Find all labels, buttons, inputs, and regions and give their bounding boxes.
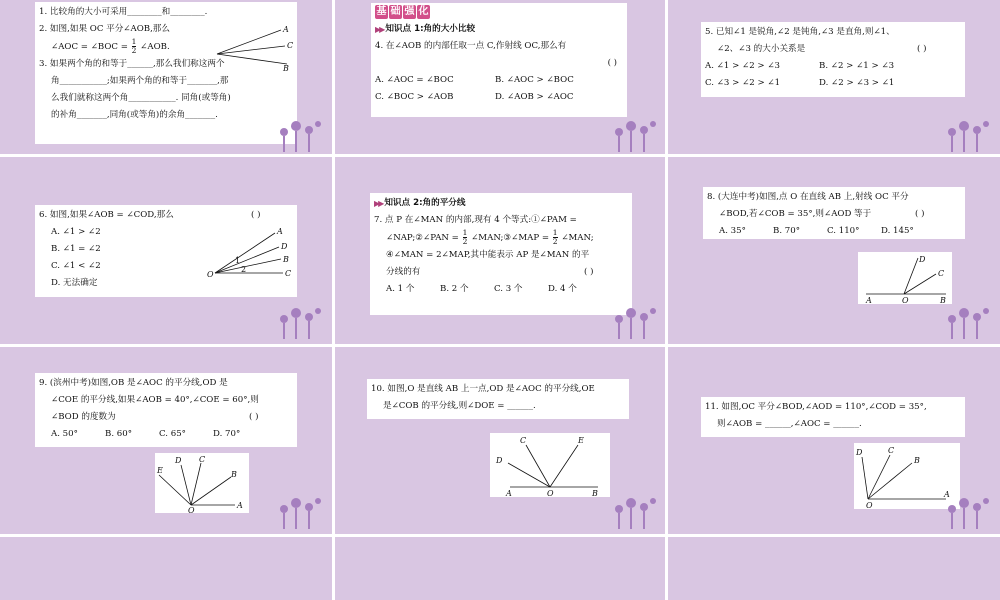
q8-option-b: B. 70° — [773, 226, 801, 236]
q5-option-d: D. ∠2 > ∠3 > ∠1 — [819, 78, 895, 88]
q7-options — [374, 281, 628, 298]
question-4-line-1: 4. 在∠AOB 的内部任取一点 C,作射线 OC,那么有 — [375, 41, 567, 51]
panel-7 — [0, 347, 332, 534]
q8-option-c: C. 110° — [827, 226, 860, 236]
card-q5 — [701, 22, 965, 97]
q6-option-d: D. 无法确定 — [51, 278, 98, 288]
label-d: D — [175, 456, 182, 465]
question-8-line-2 — [707, 206, 961, 223]
q5-options-row-2 — [705, 75, 961, 92]
panel-8 — [335, 347, 665, 534]
q4-option-c: C. ∠BOC > ∠AOB — [375, 92, 454, 102]
q5-answer-bracket: ( ) — [917, 44, 927, 54]
flower-decoration-icon — [611, 495, 661, 529]
label-o: O — [207, 270, 214, 279]
question-3-line-4: 的补角_______,同角(或等角)的余角_______. — [51, 110, 218, 120]
label-e: E — [578, 436, 584, 445]
panel-empty-1 — [0, 537, 332, 600]
card-q10 — [367, 379, 629, 419]
question-5-line-1: 5. 已知∠1 是锐角,∠2 是钝角,∠3 是直角,则∠1、 — [705, 27, 895, 37]
label-c: C — [285, 269, 292, 278]
question-10-line-1: 10. 如图,O 是直线 AB 上一点,OD 是∠AOC 的平分线,OE — [371, 384, 595, 394]
label-o: O — [866, 501, 873, 509]
banner-char-2: 础 — [390, 6, 401, 17]
panel-5 — [335, 157, 665, 344]
label-b: B — [914, 456, 920, 465]
figure-angle-aob — [215, 24, 295, 72]
q2-frac-num: 1 — [131, 37, 137, 46]
figure-four-rays — [207, 223, 295, 285]
q4-options-row-1 — [375, 72, 623, 89]
knowledge-point-1 — [375, 21, 623, 38]
label-a: A — [277, 227, 283, 236]
q8-text: ∠BOD,若∠COB = 35°,则∠AOD 等于 — [719, 209, 872, 219]
card-q1-3 — [35, 2, 297, 144]
label-angle-1: 1 — [235, 256, 241, 265]
label-d: D — [919, 255, 926, 264]
panel-6 — [668, 157, 1000, 344]
q7-frac1-den: 2 — [462, 237, 468, 246]
question-9-line-2: ∠COE 的平分线,如果∠AOB = 40°,∠COE = 60°,则 — [51, 395, 259, 405]
q9-option-a: A. 50° — [51, 429, 78, 439]
flower-decoration-icon — [276, 305, 326, 339]
label-e: E — [157, 466, 163, 475]
label-d: D — [496, 456, 503, 465]
flower-decoration-icon — [944, 118, 994, 152]
label-o: O — [188, 506, 195, 513]
q7-frac1-num: 1 — [462, 228, 468, 237]
q8-answer-bracket: ( ) — [915, 209, 925, 219]
q7-fraction-1 — [463, 229, 468, 246]
kp1-label: 知识点 1:角的大小比较 — [385, 24, 476, 34]
section-banner — [375, 5, 623, 19]
banner-char-3: 强 — [404, 6, 415, 17]
q6-option-b: B. ∠1 = ∠2 — [51, 244, 101, 254]
label-b: B — [940, 296, 946, 304]
q9-options — [39, 426, 293, 443]
question-11-line-1: 11. 如图,OC 平分∠BOD,∠AOD = 110°,∠COD = 35°, — [705, 402, 927, 412]
q5-option-b: B. ∠2 > ∠1 > ∠3 — [819, 61, 895, 71]
q2-fraction — [132, 38, 137, 55]
q6-answer-bracket: ( ) — [251, 210, 261, 220]
question-2-line-1: 2. 如图,如果 OC 平分∠AOB,那么 — [39, 24, 170, 34]
label-a: A — [283, 25, 289, 34]
figure-five-rays — [155, 453, 249, 513]
label-c: C — [938, 269, 945, 278]
q6-option-a: A. ∠1 > ∠2 — [51, 227, 101, 237]
label-c: C — [199, 455, 206, 464]
q6-text: 6. 如图,如果∠AOB = ∠COD,那么 — [39, 210, 174, 220]
question-6-line-1 — [39, 207, 293, 224]
banner-char-1: 基 — [376, 6, 387, 17]
flower-decoration-icon — [944, 305, 994, 339]
banner-char-4: 化 — [418, 6, 429, 17]
question-1: 1. 比较角的大小可采用________和________. — [39, 7, 208, 17]
q2-eq-pre: ∠AOC = ∠BOC = — [51, 42, 128, 52]
question-3-line-2: 角___________;如果两个角的和等于_______,那 — [51, 76, 229, 86]
q9-option-d: D. 70° — [213, 429, 241, 439]
label-c: C — [888, 446, 895, 455]
label-a: A — [506, 489, 512, 497]
question-3-line-3: 么我们就称这两个角___________. 同角(或等角) — [51, 93, 231, 103]
question-9-line-3 — [39, 409, 293, 426]
q8-options — [707, 223, 961, 240]
q7-part-3: ∠MAN; — [561, 233, 594, 243]
question-7-line-3: ④∠MAN = 2∠MAP,其中能表示 AP 是∠MAN 的平 — [386, 250, 590, 260]
question-3-line-1: 3. 如果两个角的和等于______,那么我们称这两个 — [39, 59, 225, 69]
q7-option-d: D. 4 个 — [548, 284, 577, 294]
question-7-line-4 — [374, 264, 628, 281]
q7-option-c: C. 3 个 — [494, 284, 523, 294]
question-9-line-1: 9. (滨州中考)如图,OB 是∠AOC 的平分线,OD 是 — [39, 378, 228, 388]
q7-text: 分线的有 — [386, 267, 421, 277]
q4-option-d: D. ∠AOB > ∠AOC — [495, 92, 574, 102]
figure-bisectors-on-line — [490, 433, 610, 497]
panel-3 — [668, 0, 1000, 154]
panel-4 — [0, 157, 332, 344]
flower-decoration-icon — [944, 495, 994, 529]
label-d: D — [281, 242, 288, 251]
flower-decoration-icon — [611, 305, 661, 339]
knowledge-point-2 — [374, 195, 628, 212]
label-b: B — [231, 470, 237, 479]
q5-text: ∠2、∠3 的大小关系是 — [717, 44, 806, 54]
q6-option-c: C. ∠1 < ∠2 — [51, 261, 101, 271]
q9-answer-bracket: ( ) — [249, 412, 259, 422]
label-b: B — [283, 64, 289, 72]
label-a: A — [944, 490, 950, 499]
q5-option-a: A. ∠1 > ∠2 > ∠3 — [705, 61, 781, 71]
q9-option-b: B. 60° — [105, 429, 133, 439]
panel-9 — [668, 347, 1000, 534]
label-b: B — [283, 255, 289, 264]
double-arrow-icon: ▶▶ — [375, 25, 384, 34]
card-q6 — [35, 205, 297, 297]
question-7-line-2 — [374, 229, 628, 247]
card-q8 — [703, 187, 965, 239]
q2-frac-den: 2 — [131, 46, 137, 55]
kp2-label: 知识点 2:角的平分线 — [384, 198, 466, 208]
q9-option-c: C. 65° — [159, 429, 186, 439]
q4-option-b: B. ∠AOC > ∠BOC — [495, 75, 574, 85]
panel-empty-2 — [335, 537, 665, 600]
q4-options-row-2 — [375, 89, 623, 106]
label-d: D — [856, 448, 863, 457]
q7-frac2-den: 2 — [552, 237, 558, 246]
label-c: C — [520, 436, 527, 445]
q7-frac2-num: 1 — [552, 228, 558, 237]
panel-1 — [0, 0, 332, 154]
q5-option-c: C. ∠3 > ∠2 > ∠1 — [705, 78, 781, 88]
figure-straight-line-aob — [858, 252, 952, 304]
flower-decoration-icon — [611, 118, 661, 152]
q7-answer-bracket: ( ) — [584, 267, 594, 277]
card-q7 — [370, 193, 632, 315]
card-q9 — [35, 373, 297, 447]
q8-option-a: A. 35° — [719, 226, 746, 236]
q7-fraction-2 — [553, 229, 558, 246]
flower-decoration-icon — [276, 118, 326, 152]
q2-eq-post: ∠AOB. — [140, 42, 170, 52]
double-arrow-icon: ▶▶ — [374, 199, 383, 208]
label-b: B — [592, 489, 598, 497]
label-a: A — [866, 296, 872, 304]
q7-option-a: A. 1 个 — [386, 284, 415, 294]
q4-option-a: A. ∠AOC = ∠BOC — [375, 75, 454, 85]
question-10-line-2: 是∠COB 的平分线,则∠DOE = ______. — [383, 401, 536, 411]
label-a: A — [237, 501, 243, 510]
question-5-line-2 — [705, 41, 961, 58]
question-11-line-2: 则∠AOB = ______,∠AOC = ______. — [717, 419, 862, 429]
card-q11 — [701, 397, 965, 437]
q7-part-2: ∠MAN;③∠MAP = — [471, 233, 550, 243]
question-7-line-1: 7. 点 P 在∠MAN 的内部,现有 4 个等式:①∠PAM = — [374, 215, 577, 225]
panel-2 — [335, 0, 665, 154]
question-4-answer-bracket: ( ) — [607, 58, 617, 68]
label-o: O — [547, 489, 554, 497]
flower-decoration-icon — [276, 495, 326, 529]
q7-part-1: ∠NAP;②∠PAN = — [386, 233, 459, 243]
label-c: C — [287, 41, 294, 50]
question-8-line-1: 8. (大连中考)如图,点 O 在直线 AB 上,射线 OC 平分 — [707, 192, 909, 202]
label-angle-2: 2 — [241, 265, 247, 274]
panel-empty-3 — [668, 537, 1000, 600]
q7-option-b: B. 2 个 — [440, 284, 469, 294]
q8-option-d: D. 145° — [881, 226, 914, 236]
label-o: O — [902, 296, 909, 304]
q9-text: ∠BOD 的度数为 — [51, 412, 116, 422]
q5-options-row-1 — [705, 58, 961, 75]
card-q4 — [371, 3, 627, 117]
